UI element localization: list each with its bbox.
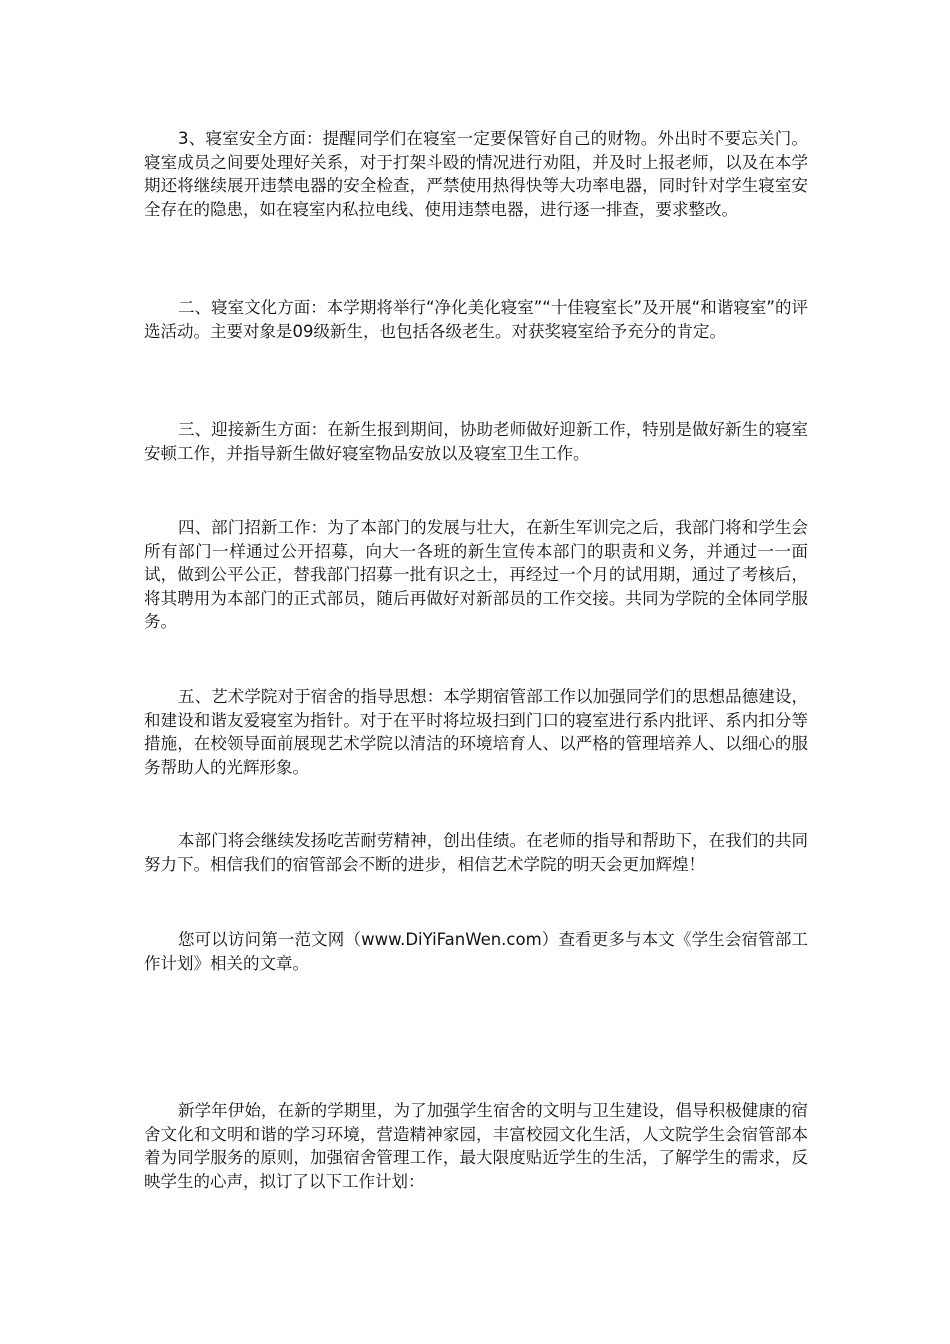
- paragraph-department-recruitment: 四、部门招新工作：为了本部门的发展与壮大，在新生军训完之后，我部门将和学生会所有部门一样通过公开招募，向大一各班的新生宣传本部门的职责和义务，并通过一一面试，做到公平公正，替我部门招募一批有识之士，再经过一个月的试用期，通过了考核后，将其聘用为本部门的正式部员，随后再做好对新部员的工作交接。共同为学院的全体同学服务。: [144, 518, 808, 631]
- paragraph-dorm-safety: 3、寝室安全方面：提醒同学们在寝室一定要保管好自己的财物。外出时不要忘关门。寝室成员之间要处理好关系，对于打架斗殴的情况进行劝阻，并及时上报老师，以及在本学期还将继续展开违禁电器的安全检查，严禁使用热得快等大功率电器，同时针对学生寝室安全存在的隐患，如在寝室内私拉电线、使用违禁电器，进行逐一排查，要求整改。: [144, 129, 808, 219]
- paragraph-dorm-culture: 二、寝室文化方面：本学期将举行“净化美化寝室”“十佳寝室长”及开展“和谐寝室”的评选活动。主要对象是09级新生，也包括各级老生。对获奖寝室给予充分的肯定。: [144, 298, 808, 341]
- paragraph-welcome-freshmen: 三、迎接新生方面：在新生报到期间，协助老师做好迎新工作，特别是做好新生的寝室安顿工作，并指导新生做好寝室物品安放以及寝室卫生工作。: [144, 420, 808, 463]
- paragraph-closing: 本部门将会继续发扬吃苦耐劳精神，创出佳绩。在老师的指导和帮助下，在我们的共同努力下。相信我们的宿管部会不断的进步，相信艺术学院的明天会更加辉煌！: [144, 831, 808, 874]
- paragraph-guiding-philosophy: 五、艺术学院对于宿舍的指导思想：本学期宿管部工作以加强同学们的思想品德建设，和建设和谐友爱寝室为指针。对于在平时将垃圾扫到门口的寝室进行系内批评、系内扣分等措施，在校领导面前展现艺术学院以清洁的环境培育人、以严格的管理培养人、以细心的服务帮助人的光辉形象。: [144, 687, 808, 777]
- paragraph-new-semester-intro: 新学年伊始，在新的学期里，为了加强学生宿舍的文明与卫生建设，倡导积极健康的宿舍文化和文明和谐的学习环境，营造精神家园，丰富校园文化生活，人文院学生会宿管部本着为同学服务的原则，加强宿舍管理工作，最大限度贴近学生的生活，了解学生的需求，反映学生的心声，拟订了以下工作计划：: [144, 1101, 808, 1191]
- paragraph-website-notice: 您可以访问第一范文网（www.DiYiFanWen.com）查看更多与本文《学生会宿管部工作计划》相关的文章。: [144, 930, 808, 973]
